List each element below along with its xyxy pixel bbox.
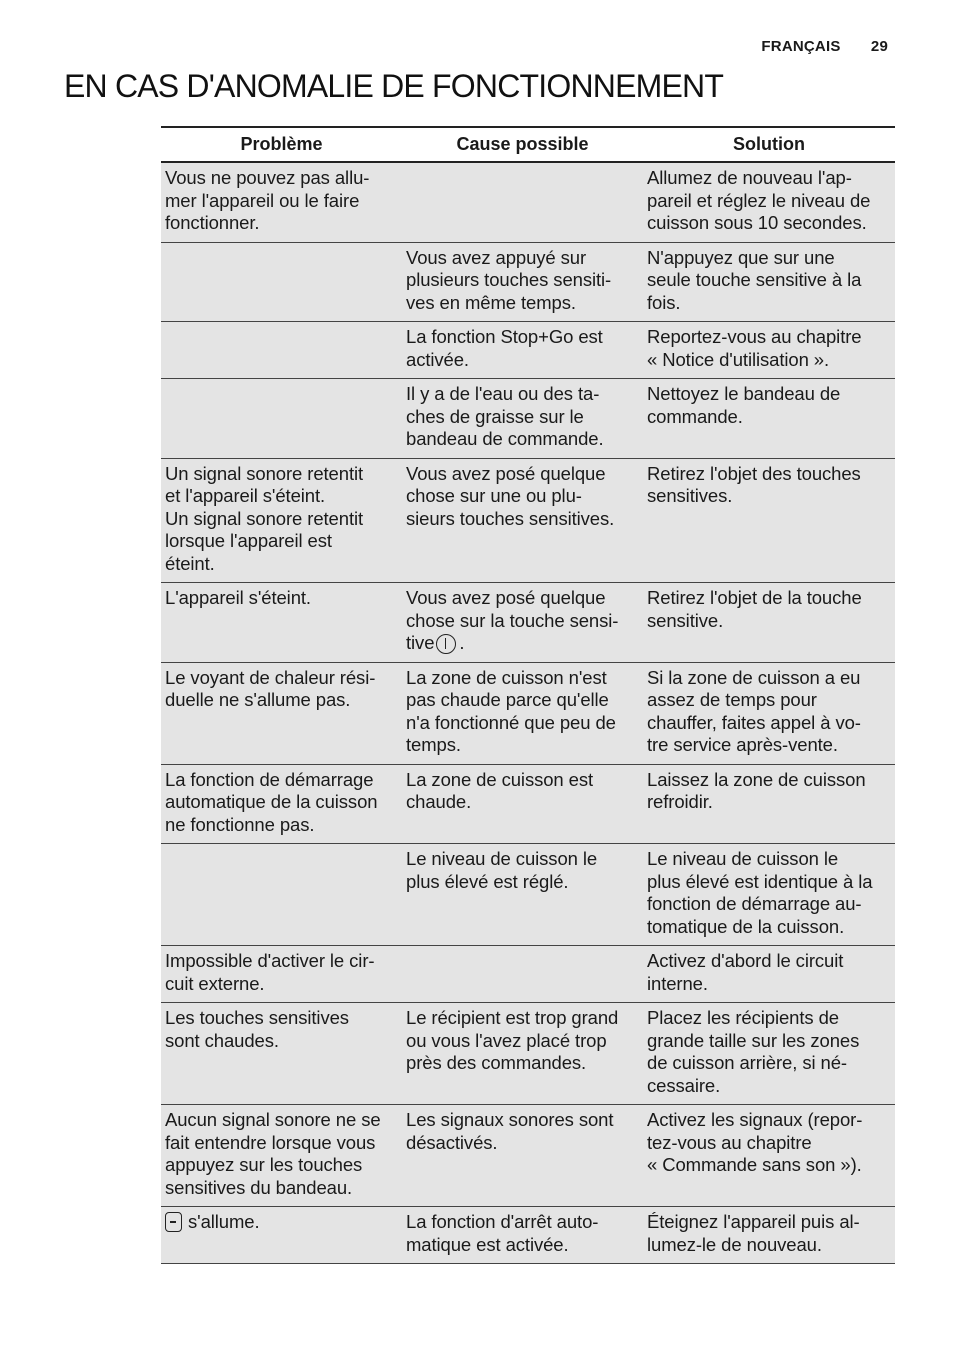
table-row bbox=[161, 379, 895, 459]
cause-cell: Le récipient est trop grand ou vous l'avez placé trop près des commandes. bbox=[402, 1003, 643, 1105]
page-header bbox=[761, 38, 888, 55]
problem-cell bbox=[161, 844, 402, 946]
problem-cell bbox=[161, 379, 402, 459]
cause-cell: Vous avez appuyé sur plusieurs touches sensiti- ves en même temps. bbox=[402, 242, 643, 322]
problem-cell: Impossible d'activer le cir- cuit externe. bbox=[161, 946, 402, 1003]
table-row bbox=[161, 1105, 895, 1207]
table-row bbox=[161, 1003, 895, 1105]
solution-cell: Retirez l'objet des touches sensitives. bbox=[643, 458, 895, 583]
cause-cell bbox=[402, 162, 643, 242]
page-title: EN CAS D'ANOMALIE DE FONCTIONNEMENT bbox=[64, 68, 724, 104]
power-symbol-icon bbox=[436, 634, 456, 654]
problem-cell: Vous ne pouvez pas allu- mer l'appareil ou le faire fonctionner. bbox=[161, 162, 402, 242]
problem-cell: L'appareil s'éteint. bbox=[161, 583, 402, 663]
solution-cell: Allumez de nouveau l'ap- pareil et réglez le niveau de cuisson sous 10 secondes. bbox=[643, 162, 895, 242]
cause-cell bbox=[402, 946, 643, 1003]
table-row bbox=[161, 946, 895, 1003]
solution-cell: N'appuyez que sur une seule touche sensitive à la fois. bbox=[643, 242, 895, 322]
cause-cell: La fonction d'arrêt auto- matique est activée. bbox=[402, 1207, 643, 1264]
table-row bbox=[161, 458, 895, 583]
cause-text: Vous avez posé quelque chose sur la touche sensi- tive bbox=[406, 587, 619, 653]
cause-cell: Il y a de l'eau ou des ta- ches de graisse sur le bandeau de commande. bbox=[402, 379, 643, 459]
problem-cell: La fonction de démarrage automatique de la cuisson ne fonctionne pas. bbox=[161, 764, 402, 844]
column-header-solution: Solution bbox=[643, 127, 895, 162]
cause-cell: Le niveau de cuisson le plus élevé est réglé. bbox=[402, 844, 643, 946]
table-row bbox=[161, 162, 895, 242]
solution-cell: Nettoyez le bandeau de commande. bbox=[643, 379, 895, 459]
table-row bbox=[161, 844, 895, 946]
problem-cell: Le voyant de chaleur rési- duelle ne s'allume pas. bbox=[161, 662, 402, 764]
solution-cell: Reportez-vous au chapitre « Notice d'utilisation ». bbox=[643, 322, 895, 379]
solution-cell: Si la zone de cuisson a eu assez de temps pour chauffer, faites appel à vo- tre service après-vente. bbox=[643, 662, 895, 764]
solution-cell: Éteignez l'appareil puis al- lumez-le de nouveau. bbox=[643, 1207, 895, 1264]
header-language: FRANÇAIS bbox=[761, 38, 841, 55]
column-header-cause: Cause possible bbox=[402, 127, 643, 162]
problem-cell: Les touches sensitives sont chaudes. bbox=[161, 1003, 402, 1105]
solution-cell: Le niveau de cuisson le plus élevé est identique à la fonction de démarrage au- tomatique de la cuisson. bbox=[643, 844, 895, 946]
table-row bbox=[161, 322, 895, 379]
problem-cell: Un signal sonore retentit et l'appareil s'éteint. Un signal sonore retentit lorsque l'appareil est éteint. bbox=[161, 458, 402, 583]
page-number: 29 bbox=[870, 38, 888, 55]
cause-cell: La fonction Stop+Go est activée. bbox=[402, 322, 643, 379]
problem-cell: Aucun signal sonore ne se fait entendre lorsque vous appuyez sur les touches sensitives du bandeau. bbox=[161, 1105, 402, 1207]
solution-cell: Laissez la zone de cuisson refroidir. bbox=[643, 764, 895, 844]
cause-cell: Les signaux sonores sont désactivés. bbox=[402, 1105, 643, 1207]
solution-cell: Placez les récipients de grande taille sur les zones de cuisson arrière, si né- cessaire. bbox=[643, 1003, 895, 1105]
cause-cell bbox=[402, 583, 643, 663]
problem-cell bbox=[161, 322, 402, 379]
solution-cell: Activez les signaux (repor- tez-vous au chapitre « Commande sans son »). bbox=[643, 1105, 895, 1207]
table-row bbox=[161, 764, 895, 844]
table-body bbox=[161, 162, 895, 1264]
table-row bbox=[161, 242, 895, 322]
column-header-problem: Problème bbox=[161, 127, 402, 162]
table-header bbox=[161, 127, 895, 162]
troubleshooting-table bbox=[161, 126, 895, 1264]
cause-cell: La zone de cuisson est chaude. bbox=[402, 764, 643, 844]
table-header-row bbox=[161, 127, 895, 162]
cause-cell: Vous avez posé quelque chose sur une ou plu- sieurs touches sensitives. bbox=[402, 458, 643, 583]
table-row bbox=[161, 1207, 895, 1264]
table-row bbox=[161, 583, 895, 663]
problem-cell bbox=[161, 1207, 402, 1264]
solution-cell: Activez d'abord le circuit interne. bbox=[643, 946, 895, 1003]
cause-cell: La zone de cuisson n'est pas chaude parce qu'elle n'a fonctionné que peu de temps. bbox=[402, 662, 643, 764]
minus-display-icon bbox=[165, 1212, 182, 1232]
solution-cell: Retirez l'objet de la touche sensitive. bbox=[643, 583, 895, 663]
cause-text-end: . bbox=[459, 632, 465, 653]
problem-text: s'allume. bbox=[188, 1211, 260, 1232]
problem-cell bbox=[161, 242, 402, 322]
table-row bbox=[161, 662, 895, 764]
